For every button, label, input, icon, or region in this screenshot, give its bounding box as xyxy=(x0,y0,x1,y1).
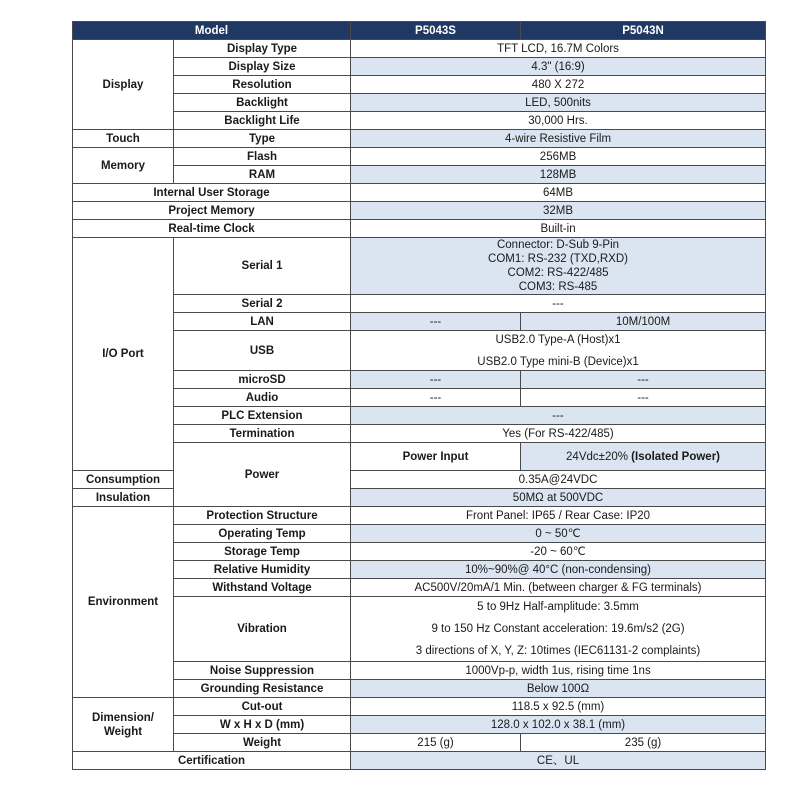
table-row xyxy=(73,202,766,220)
row-label: Audio xyxy=(174,389,351,407)
row-value: 64MB xyxy=(351,184,766,202)
row-label: Operating Temp xyxy=(174,525,351,543)
row-value: 4-wire Resistive Film xyxy=(351,130,766,148)
category-environment: Environment xyxy=(73,507,174,698)
row-value-s: --- xyxy=(351,389,521,407)
row-value xyxy=(521,443,766,471)
category-io: I/O Port xyxy=(73,238,174,471)
row-value: 128.0 x 102.0 x 38.1 (mm) xyxy=(351,716,766,734)
row-label: Noise Suppression xyxy=(174,662,351,680)
row-value: -20 ~ 60℃ xyxy=(351,543,766,561)
category-dimension-line: Dimension/ xyxy=(92,711,154,724)
row-label: Resolution xyxy=(174,76,351,94)
row-value xyxy=(351,238,766,295)
table-row xyxy=(73,238,766,295)
row-value-s: --- xyxy=(351,371,521,389)
row-label: Cut-out xyxy=(174,698,351,716)
row-label: Insulation xyxy=(73,489,174,507)
table-row xyxy=(73,597,766,662)
table-row xyxy=(73,443,766,471)
vibration-line: 3 directions of X, Y, Z: 10times (IEC61131-2 complaints) xyxy=(415,645,701,657)
row-value: 10%~90%@ 40°C (non-condensing) xyxy=(351,561,766,579)
row-value: 118.5 x 92.5 (mm) xyxy=(351,698,766,716)
row-value: 128MB xyxy=(351,166,766,184)
row-value: CE、UL xyxy=(351,752,766,770)
row-value: LED, 500nits xyxy=(351,94,766,112)
row-value-s: --- xyxy=(351,313,521,331)
table-row xyxy=(73,716,766,734)
row-label: Type xyxy=(174,130,351,148)
table-row xyxy=(73,543,766,561)
row-value-n: 10M/100M xyxy=(521,313,766,331)
table-row xyxy=(73,425,766,443)
row-label: Relative Humidity xyxy=(174,561,351,579)
table-row xyxy=(73,295,766,313)
row-label: Display Size xyxy=(174,58,351,76)
table-row xyxy=(73,76,766,94)
vibration-line: 5 to 9Hz Half-amplitude: 3.5mm xyxy=(477,601,639,613)
table-row xyxy=(73,166,766,184)
table-row xyxy=(73,561,766,579)
table-row xyxy=(73,94,766,112)
row-label: Power Input xyxy=(351,443,521,471)
table-row xyxy=(73,371,766,389)
table-row xyxy=(73,507,766,525)
usb-line: USB2.0 Type-A (Host)x1 xyxy=(495,333,621,346)
row-label: Certification xyxy=(73,752,351,770)
power-input-value: 24Vdc±20% xyxy=(566,450,628,463)
row-label: Project Memory xyxy=(73,202,351,220)
vibration-line: 9 to 150 Hz Constant acceleration: 19.6m/s2 (2G) xyxy=(431,623,685,635)
table-row xyxy=(73,112,766,130)
table-row xyxy=(73,40,766,58)
table-row xyxy=(73,525,766,543)
table-row xyxy=(73,220,766,238)
category-dimension-line: Weight xyxy=(103,725,143,738)
row-value: 0.35A@24VDC xyxy=(351,471,766,489)
serial1-line: COM1: RS-232 (TXD,RXD) xyxy=(488,253,628,265)
table-row xyxy=(73,331,766,371)
table-row xyxy=(73,58,766,76)
table-row xyxy=(73,148,766,166)
usb-line: USB2.0 Type mini-B (Device)x1 xyxy=(477,355,639,368)
header-model: Model xyxy=(73,22,351,40)
row-label: Termination xyxy=(174,425,351,443)
row-label: Real-time Clock xyxy=(73,220,351,238)
row-value: Built-in xyxy=(351,220,766,238)
table-row xyxy=(73,680,766,698)
category-memory: Memory xyxy=(73,148,174,184)
row-label: PLC Extension xyxy=(174,407,351,425)
category-dimension xyxy=(73,698,174,752)
table-row xyxy=(73,698,766,716)
row-value: Front Panel: IP65 / Rear Case: IP20 xyxy=(351,507,766,525)
table-row xyxy=(73,734,766,752)
row-value: 0 ~ 50℃ xyxy=(351,525,766,543)
spec-table xyxy=(72,21,766,770)
row-value-s: 215 (g) xyxy=(351,734,521,752)
row-label: Display Type xyxy=(174,40,351,58)
row-value: 30,000 Hrs. xyxy=(351,112,766,130)
row-label: Weight xyxy=(174,734,351,752)
table-row xyxy=(73,313,766,331)
row-value-n: 235 (g) xyxy=(521,734,766,752)
row-label: RAM xyxy=(174,166,351,184)
row-value: 256MB xyxy=(351,148,766,166)
table-row xyxy=(73,579,766,597)
category-display: Display xyxy=(73,40,174,130)
row-value: Below 100Ω xyxy=(351,680,766,698)
header-row xyxy=(73,22,766,40)
row-label: Withstand Voltage xyxy=(174,579,351,597)
row-value: Yes (For RS-422/485) xyxy=(351,425,766,443)
row-label: Backlight xyxy=(174,94,351,112)
row-value: 1000Vp-p, width 1us, rising time 1ns xyxy=(351,662,766,680)
serial1-line: COM2: RS-422/485 xyxy=(507,267,609,279)
row-value: 50MΩ at 500VDC xyxy=(351,489,766,507)
row-label: Serial 1 xyxy=(174,238,351,295)
row-label: Vibration xyxy=(174,597,351,662)
row-value: 480 X 272 xyxy=(351,76,766,94)
table-row xyxy=(73,662,766,680)
row-value: AC500V/20mA/1 Min. (between charger & FG terminals) xyxy=(351,579,766,597)
row-label: Protection Structure xyxy=(174,507,351,525)
row-label: Serial 2 xyxy=(174,295,351,313)
row-value-n: --- xyxy=(521,389,766,407)
serial1-line: COM3: RS-485 xyxy=(518,281,598,293)
table-row xyxy=(73,184,766,202)
row-label: Backlight Life xyxy=(174,112,351,130)
row-value: 32MB xyxy=(351,202,766,220)
row-label: Grounding Resistance xyxy=(174,680,351,698)
row-label: LAN xyxy=(174,313,351,331)
header-p5043n: P5043N xyxy=(521,22,766,40)
row-label: Flash xyxy=(174,148,351,166)
row-value xyxy=(351,331,766,371)
row-value: --- xyxy=(351,407,766,425)
row-value: --- xyxy=(351,295,766,313)
row-value-n: --- xyxy=(521,371,766,389)
row-label: Storage Temp xyxy=(174,543,351,561)
header-p5043s: P5043S xyxy=(351,22,521,40)
row-value: TFT LCD, 16.7M Colors xyxy=(351,40,766,58)
row-label: W x H x D (mm) xyxy=(174,716,351,734)
row-label: USB xyxy=(174,331,351,371)
row-label: Internal User Storage xyxy=(73,184,351,202)
row-value xyxy=(351,597,766,662)
power-input-note: (Isolated Power) xyxy=(631,450,720,463)
table-row xyxy=(73,389,766,407)
row-value: 4.3" (16:9) xyxy=(351,58,766,76)
category-touch: Touch xyxy=(73,130,174,148)
serial1-line: Connector: D-Sub 9-Pin xyxy=(496,239,620,251)
table-row xyxy=(73,130,766,148)
row-label: microSD xyxy=(174,371,351,389)
category-power: Power xyxy=(174,443,351,507)
table-row xyxy=(73,407,766,425)
row-label: Consumption xyxy=(73,471,174,489)
table-row xyxy=(73,752,766,770)
